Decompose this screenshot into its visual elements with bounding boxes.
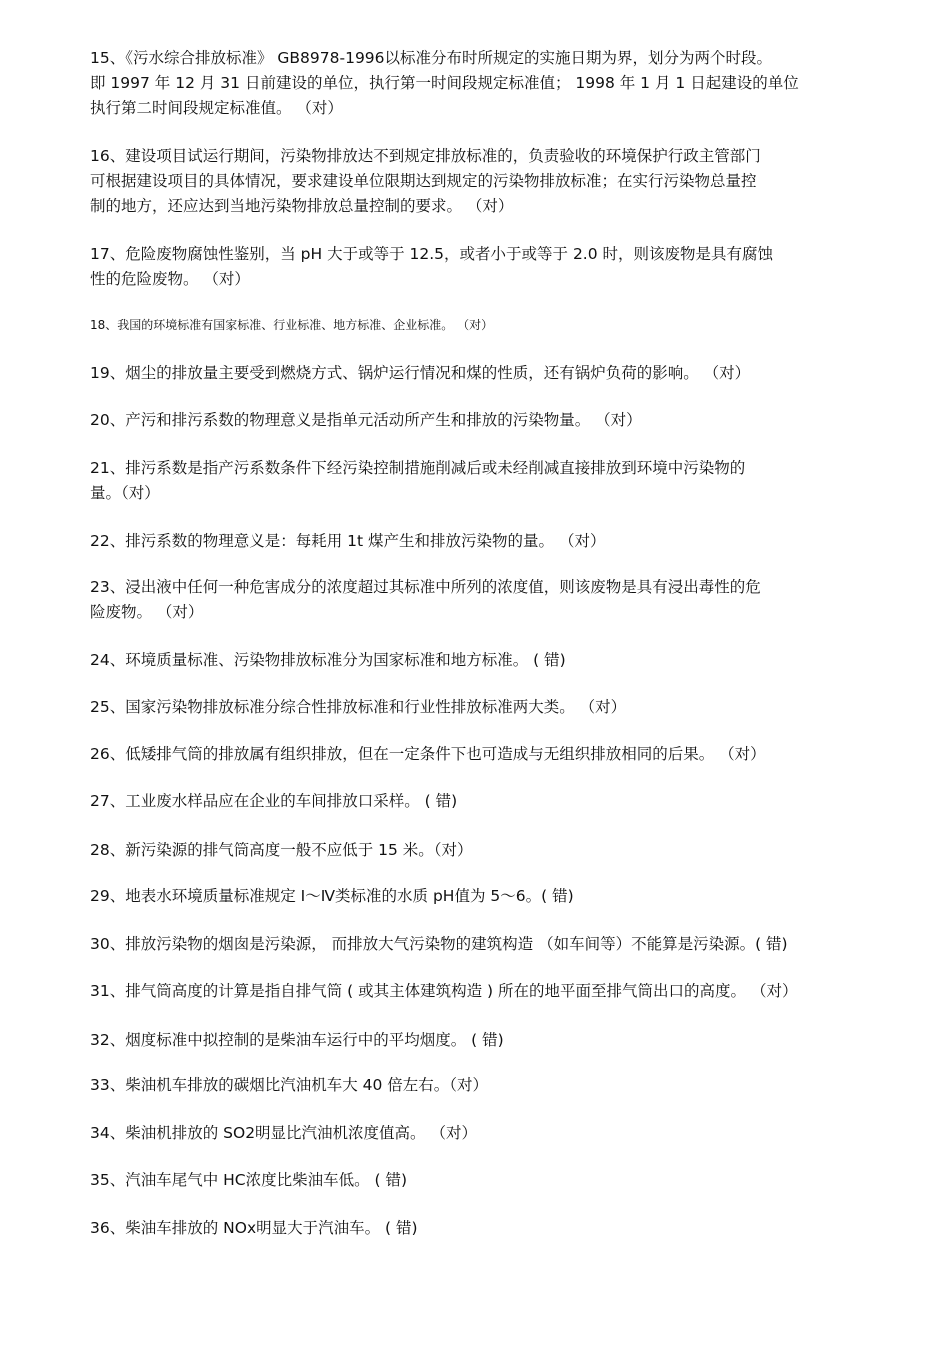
question-32 — [90, 1028, 910, 1053]
question-21-line-1: 21、排污系数是指产污系数条件下经污染控制措施削减后或未经削减直接排放到环境中污染物的 — [90, 459, 746, 477]
question-25-line-1: 25、国家污染物排放标准分综合性排放标准和行业性排放标准两大类。 （对） — [90, 698, 627, 716]
question-23-line-1: 23、浸出液中任何一种危害成分的浓度超过其标准中所列的浓度值，则该废物是具有浸出毒性的危 — [90, 578, 761, 596]
question-15-line-1: 15、《污水综合排放标准》 GB8978-1996以标准分布时所规定的实施日期为界，划分为两个时段。 — [90, 49, 773, 67]
question-22-line-1: 22、排污系数的物理意义是：每耗用 1t 煤产生和排放污染物的量。 （对） — [90, 532, 606, 550]
question-26-line-1: 26、低矮排气筒的排放属有组织排放，但在一定条件下也可造成与无组织排放相同的后果。 （对） — [90, 745, 766, 763]
question-35-line-1: 35、汽油车尾气中 HC浓度比柴油车低。 ( 错) — [90, 1171, 408, 1189]
question-36 — [90, 1216, 910, 1241]
question-35 — [90, 1168, 910, 1193]
question-22 — [90, 529, 910, 554]
question-19 — [90, 361, 910, 386]
question-16-line-1: 16、建设项目试运行期间，污染物排放达不到规定排放标准的，负责验收的环境保护行政主管部门 — [90, 147, 761, 165]
question-16 — [90, 144, 910, 219]
question-24 — [90, 648, 910, 673]
question-21 — [90, 456, 910, 506]
question-19-line-1: 19、烟尘的排放量主要受到燃烧方式、锅炉运行情况和煤的性质，还有锅炉负荷的影响。 （对） — [90, 364, 751, 382]
question-29 — [90, 884, 910, 909]
question-33-line-1: 33、柴油机车排放的碳烟比汽油机车大 40 倍左右。（对） — [90, 1076, 489, 1094]
question-17-line-2: 性的危险废物。 （对） — [90, 270, 250, 288]
question-15-line-3: 执行第二时间段规定标准值。 （对） — [90, 99, 343, 117]
question-17-line-1: 17、危险废物腐蚀性鉴别，当 pH 大于或等于 12.5，或者小于或等于 2.0 时，则该废物是具有腐蚀 — [90, 245, 774, 263]
question-24-line-1: 24、环境质量标准、污染物排放标准分为国家标准和地方标准。 ( 错) — [90, 651, 566, 669]
question-30 — [90, 932, 910, 957]
question-32-line-1: 32、烟度标准中拟控制的是柴油车运行中的平均烟度。 ( 错) — [90, 1031, 504, 1049]
question-34-line-1: 34、柴油机排放的 SO2明显比汽油机浓度值高。 （对） — [90, 1124, 477, 1142]
question-28-line-1: 28、新污染源的排气筒高度一般不应低于 15 米。（对） — [90, 841, 473, 859]
question-31-line-1: 31、排气筒高度的计算是指自排气筒 ( 或其主体建筑构造 ) 所在的地平面至排气筒出口的高度。 （对） — [90, 982, 798, 1000]
question-16-line-2: 可根据建设项目的具体情况，要求建设单位限期达到规定的污染物排放标准；在实行污染物总量控 — [90, 172, 757, 190]
question-36-line-1: 36、柴油车排放的 NOx明显大于汽油车。 ( 错) — [90, 1219, 418, 1237]
question-18-line-1: 18、我国的环境标准有国家标准、行业标准、地方标准、企业标准。 （对） — [90, 318, 494, 332]
question-29-line-1: 29、地表水环境质量标准规定 Ⅰ～Ⅳ类标准的水质 pH值为 5～6。( 错) — [90, 887, 574, 905]
question-27-line-1: 27、工业废水样品应在企业的车间排放口采样。 ( 错) — [90, 792, 458, 810]
question-23 — [90, 575, 910, 625]
question-16-line-3: 制的地方，还应达到当地污染物排放总量控制的要求。 （对） — [90, 197, 514, 215]
question-20-line-1: 20、产污和排污系数的物理意义是指单元活动所产生和排放的污染物量。 （对） — [90, 411, 642, 429]
question-31 — [90, 979, 910, 1004]
question-30-line-1: 30、排放污染物的烟囱是污染源， 而排放大气污染物的建筑构造 （如车间等）不能算是污染源。( 错) — [90, 935, 788, 953]
question-27 — [90, 789, 910, 814]
question-15 — [90, 46, 910, 121]
question-17 — [90, 242, 910, 292]
question-26 — [90, 742, 910, 767]
question-15-line-2: 即 1997 年 12 月 31 日前建设的单位，执行第一时间段规定标准值； 1998 年 1 月 1 日起建设的单位 — [90, 74, 799, 92]
question-18 — [90, 316, 910, 334]
question-20 — [90, 408, 910, 433]
question-34 — [90, 1121, 910, 1146]
question-23-line-2: 险废物。 （对） — [90, 603, 204, 621]
question-33 — [90, 1073, 910, 1098]
question-25 — [90, 695, 910, 720]
question-21-line-2: 量。（对） — [90, 484, 160, 502]
question-28 — [90, 838, 910, 863]
